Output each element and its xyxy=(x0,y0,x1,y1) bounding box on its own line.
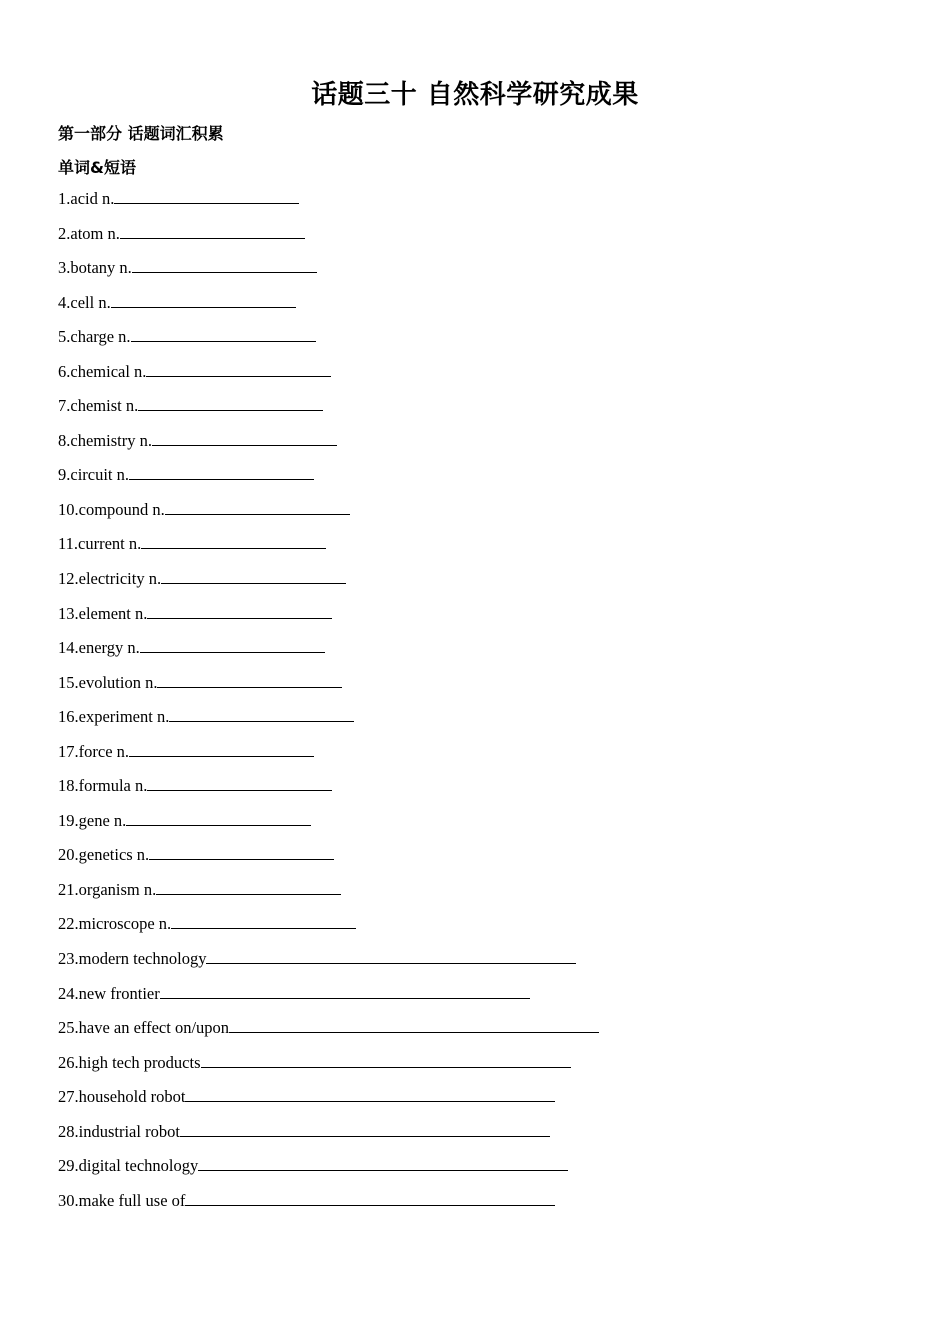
answer-blank[interactable] xyxy=(198,1154,568,1171)
answer-blank[interactable] xyxy=(147,602,332,619)
vocabulary-term: 10.compound n. xyxy=(58,499,165,519)
vocabulary-term: 4.cell n. xyxy=(58,292,111,312)
vocabulary-term: 15.evolution n. xyxy=(58,672,158,692)
vocabulary-term: 24.new frontier xyxy=(58,983,160,1003)
vocabulary-item xyxy=(58,532,599,567)
answer-blank[interactable] xyxy=(169,705,354,722)
answer-blank[interactable] xyxy=(185,1189,555,1206)
vocabulary-item xyxy=(58,222,599,257)
vocabulary-item xyxy=(58,947,599,982)
vocabulary-term: 26.high tech products xyxy=(58,1052,201,1072)
vocabulary-term: 25.have an effect on/upon xyxy=(58,1018,230,1038)
vocabulary-term: 22.microscope n. xyxy=(58,914,172,934)
vocabulary-term: 21.organism n. xyxy=(58,879,157,899)
vocabulary-item xyxy=(58,291,599,326)
vocabulary-term: 20.genetics n. xyxy=(58,845,150,865)
vocabulary-item xyxy=(58,429,599,464)
vocabulary-term: 5.charge n. xyxy=(58,327,131,347)
vocabulary-term: 14.energy n. xyxy=(58,638,140,658)
answer-blank[interactable] xyxy=(140,636,325,653)
vocabulary-item xyxy=(58,325,599,360)
answer-blank[interactable] xyxy=(229,1016,599,1033)
answer-blank[interactable] xyxy=(165,498,350,515)
vocabulary-item xyxy=(58,187,599,222)
vocabulary-term: 8.chemistry n. xyxy=(58,430,152,450)
vocabulary-item xyxy=(58,1051,599,1086)
vocabulary-term: 9.circuit n. xyxy=(58,465,130,485)
vocabulary-item xyxy=(58,636,599,671)
vocabulary-item xyxy=(58,498,599,533)
vocabulary-item xyxy=(58,843,599,878)
vocabulary-item xyxy=(58,602,599,637)
vocabulary-item xyxy=(58,463,599,498)
answer-blank[interactable] xyxy=(129,740,314,757)
answer-blank[interactable] xyxy=(138,394,323,411)
vocabulary-term: 23.modern technology xyxy=(58,949,207,969)
vocabulary-item xyxy=(58,774,599,809)
answer-blank[interactable] xyxy=(180,1120,550,1137)
vocabulary-item xyxy=(58,740,599,775)
vocabulary-term: 17.force n. xyxy=(58,741,130,761)
answer-blank[interactable] xyxy=(161,567,346,584)
vocabulary-term: 18.formula n. xyxy=(58,776,148,796)
vocabulary-term: 13.element n. xyxy=(58,603,148,623)
vocabulary-term: 27.household robot xyxy=(58,1087,186,1107)
vocabulary-item xyxy=(58,1016,599,1051)
answer-blank[interactable] xyxy=(111,291,296,308)
answer-blank[interactable] xyxy=(146,360,331,377)
vocabulary-item xyxy=(58,1189,599,1224)
answer-blank[interactable] xyxy=(157,671,342,688)
answer-blank[interactable] xyxy=(185,1085,555,1102)
subsection-heading: 单词&短语 xyxy=(58,158,136,177)
vocabulary-term: 29.digital technology xyxy=(58,1156,199,1176)
vocabulary-item xyxy=(58,809,599,844)
vocabulary-item xyxy=(58,671,599,706)
answer-blank[interactable] xyxy=(147,774,332,791)
answer-blank[interactable] xyxy=(156,878,341,895)
vocabulary-term: 3.botany n. xyxy=(58,258,132,278)
answer-blank[interactable] xyxy=(120,222,305,239)
answer-blank[interactable] xyxy=(160,982,530,999)
vocabulary-term: 11.current n. xyxy=(58,534,142,554)
answer-blank[interactable] xyxy=(141,532,326,549)
answer-blank[interactable] xyxy=(201,1051,571,1068)
vocabulary-item xyxy=(58,256,599,291)
answer-blank[interactable] xyxy=(149,843,334,860)
section-heading: 第一部分 话题词汇积累 xyxy=(58,124,224,143)
page-title: 话题三十 自然科学研究成果 xyxy=(311,80,639,110)
answer-blank[interactable] xyxy=(129,463,314,480)
vocabulary-item xyxy=(58,1085,599,1120)
vocabulary-term: 19.gene n. xyxy=(58,810,127,830)
vocabulary-item xyxy=(58,1120,599,1155)
vocabulary-term: 7.chemist n. xyxy=(58,396,139,416)
answer-blank[interactable] xyxy=(152,429,337,446)
vocabulary-term: 28.industrial robot xyxy=(58,1121,180,1141)
vocabulary-term: 16.experiment n. xyxy=(58,707,170,727)
vocabulary-item xyxy=(58,705,599,740)
vocabulary-list xyxy=(58,187,599,1223)
answer-blank[interactable] xyxy=(171,912,356,929)
vocabulary-term: 12.electricity n. xyxy=(58,569,162,589)
answer-blank[interactable] xyxy=(114,187,299,204)
vocabulary-item xyxy=(58,394,599,429)
vocabulary-item xyxy=(58,912,599,947)
answer-blank[interactable] xyxy=(206,947,576,964)
answer-blank[interactable] xyxy=(126,809,311,826)
answer-blank[interactable] xyxy=(132,256,317,273)
answer-blank[interactable] xyxy=(131,325,316,342)
vocabulary-item xyxy=(58,1154,599,1189)
vocabulary-term: 2.atom n. xyxy=(58,223,120,243)
vocabulary-item xyxy=(58,360,599,395)
vocabulary-term: 1.acid n. xyxy=(58,189,115,208)
vocabulary-item xyxy=(58,982,599,1017)
vocabulary-item xyxy=(58,878,599,913)
vocabulary-term: 6.chemical n. xyxy=(58,361,147,381)
vocabulary-term: 30.make full use of xyxy=(58,1190,186,1210)
vocabulary-item xyxy=(58,567,599,602)
